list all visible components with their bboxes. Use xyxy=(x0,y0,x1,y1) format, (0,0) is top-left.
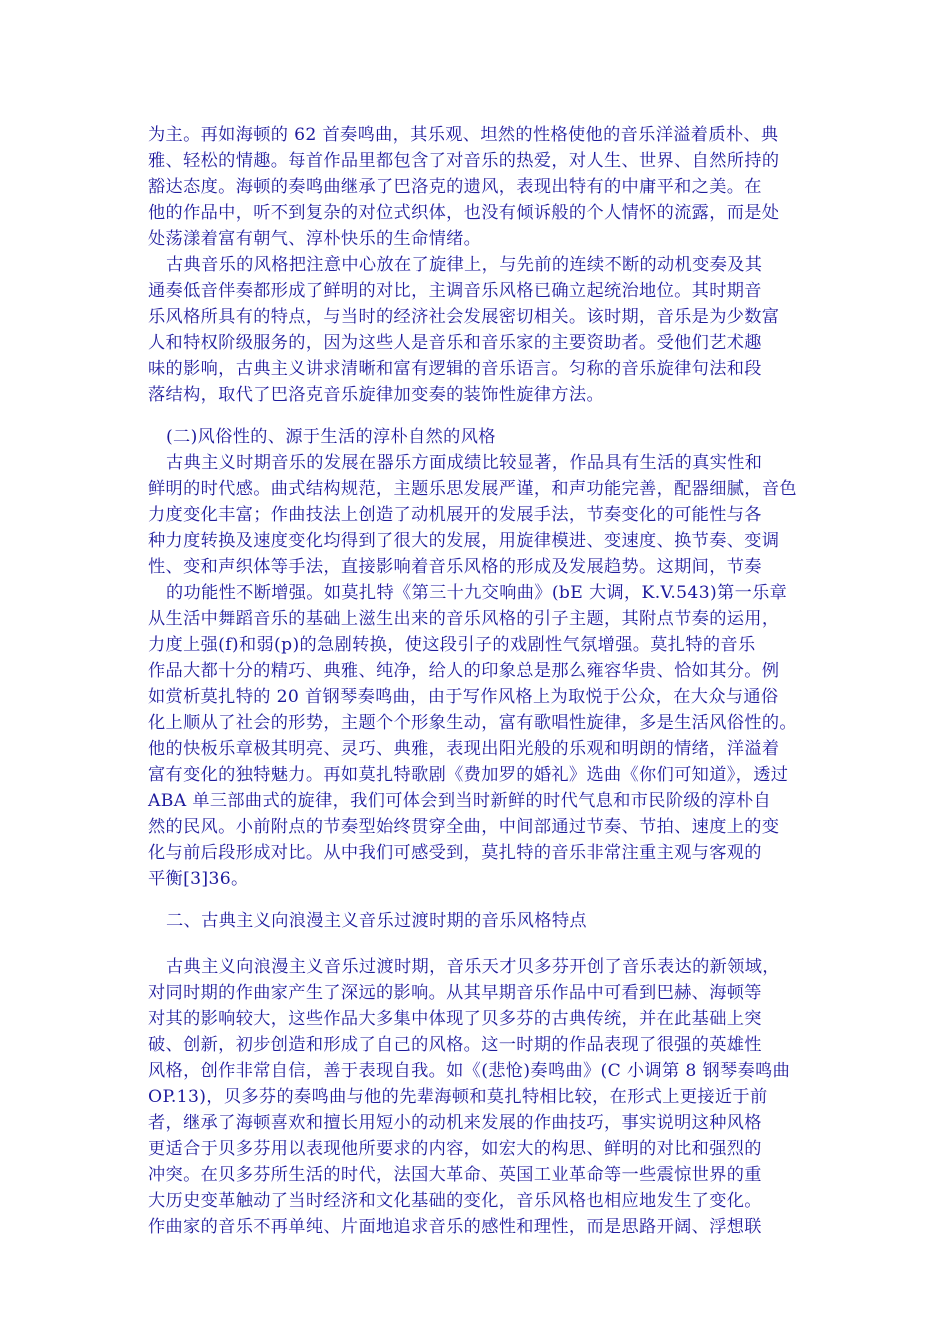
text-line: 他的快板乐章极其明亮、灵巧、典雅，表现出阳光般的乐观和明朗的情绪，洋溢着 xyxy=(148,739,780,759)
text-line: 对其的影响较大，这些作品大多集中体现了贝多芬的古典传统，并在此基础上突 xyxy=(148,1009,762,1029)
text-line: 豁达态度。海顿的奏鸣曲继承了巴洛克的遗风，表现出特有的中庸平和之美。在 xyxy=(148,177,762,197)
text-line: 对同时期的作曲家产生了深远的影响。从其早期音乐作品中可看到巴赫、海顿等 xyxy=(148,983,762,1003)
text-line: 更适合于贝多芬用以表现他所要求的内容，如宏大的构思、鲜明的对比和强烈的 xyxy=(148,1139,762,1159)
text-line: 的功能性不断增强。如莫扎特《第三十九交响曲》(bE 大调，K.V.543)第一乐章 xyxy=(166,583,788,603)
text-line: 为主。再如海顿的 62 首奏鸣曲，其乐观、坦然的性格使他的音乐洋溢着质朴、典 xyxy=(148,125,779,145)
text-line: 古典音乐的风格把注意中心放在了旋律上，与先前的连续不断的动机变奏及其 xyxy=(166,255,763,275)
text-line: 冲突。在贝多芬所生活的时代，法国大革命、英国工业革命等一些震惊世界的重 xyxy=(148,1165,762,1185)
text-line: 作品大都十分的精巧、典雅、纯净，给人的印象总是那么雍容华贵、恰如其分。例 xyxy=(148,661,780,681)
text-line: 雅、轻松的情趣。每首作品里都包含了对音乐的热爱，对人生、世界、自然所持的 xyxy=(148,151,780,171)
text-line: 古典主义时期音乐的发展在器乐方面成绩比较显著，作品具有生活的真实性和 xyxy=(166,453,763,473)
text-line: 大历史变革触动了当时经济和文化基础的变化，音乐风格也相应地发生了变化。 xyxy=(148,1191,762,1211)
text-line: 作曲家的音乐不再单纯、片面地追求音乐的感性和理性，而是思路开阔、浮想联 xyxy=(148,1217,762,1237)
chapter-heading: 二、古典主义向浪漫主义音乐过渡时期的音乐风格特点 xyxy=(166,911,587,931)
text-line: 乐风格所具有的特点，与当时的经济社会发展密切相关。该时期，音乐是为少数富 xyxy=(148,307,780,327)
text-line: 味的影响，古典主义讲求清晰和富有逻辑的音乐语言。匀称的音乐旋律句法和段 xyxy=(148,359,762,379)
text-line: 鲜明的时代感。曲式结构规范，主题乐思发展严谨，和声功能完善，配器细腻，音色 xyxy=(148,479,797,499)
text-line: 通奏低音伴奏都形成了鲜明的对比，主调音乐风格已确立起统治地位。其时期音 xyxy=(148,281,762,301)
text-line: 如赏析莫扎特的 20 首钢琴奏鸣曲，由于写作风格上为取悦于公众，在大众与通俗 xyxy=(148,687,779,707)
text-line: 种力度转换及速度变化均得到了很大的发展，用旋律模进、变速度、换节奏、变调 xyxy=(148,531,780,551)
text-line: 力度上强(f)和弱(p)的急剧转换，使这段引子的戏剧性气氛增强。莫扎特的音乐 xyxy=(148,635,756,655)
text-line: 力度变化丰富；作曲技法上创造了动机展开的发展手法，节奏变化的可能性与各 xyxy=(148,505,762,525)
text-line: 化与前后段形成对比。从中我们可感受到，莫扎特的音乐非常注重主观与客观的 xyxy=(148,843,762,863)
text-line: 从生活中舞蹈音乐的基础上滋生出来的音乐风格的引子主题，其附点节奏的运用， xyxy=(148,609,780,629)
text-line: 古典主义向浪漫主义音乐过渡时期，音乐天才贝多芬开创了音乐表达的新领域， xyxy=(166,957,780,977)
section-heading: (二)风俗性的、源于生活的淳朴自然的风格 xyxy=(166,427,496,447)
text-line: ABA 单三部曲式的旋律，我们可体会到当时新鲜的时代气息和市民阶级的淳朴自 xyxy=(148,791,772,811)
text-line: 他的作品中，听不到复杂的对位式织体，也没有倾诉般的个人情怀的流露，而是处 xyxy=(148,203,780,223)
text-line: 然的民风。小前附点的节奏型始终贯穿全曲，中间部通过节奏、节拍、速度上的变 xyxy=(148,817,780,837)
text-line: 落结构，取代了巴洛克音乐旋律加变奏的装饰性旋律方法。 xyxy=(148,385,604,405)
text-line: 平衡[3]36。 xyxy=(148,869,249,889)
text-line: OP.13)，贝多芬的奏鸣曲与他的先辈海顿和莫扎特相比较，在形式上更接近于前 xyxy=(148,1087,768,1107)
text-line: 风格，创作非常自信，善于表现自我。如《(悲怆)奏鸣曲》(C 小调第 8 钢琴奏鸣曲 xyxy=(148,1061,791,1081)
text-line: 者，继承了海顿喜欢和擅长用短小的动机来发展的作曲技巧，事实说明这种风格 xyxy=(148,1113,762,1133)
text-line: 性、变和声织体等手法，直接影响着音乐风格的形成及发展趋势。这期间，节奏 xyxy=(148,557,762,577)
text-line: 人和特权阶级服务的，因为这些人是音乐和音乐家的主要资助者。受他们艺术趣 xyxy=(148,333,762,353)
text-line: 处荡漾着富有朝气、淳朴快乐的生命情绪。 xyxy=(148,229,482,249)
text-line: 化上顺从了社会的形势，主题个个形象生动，富有歌唱性旋律，多是生活风俗性的。 xyxy=(148,713,797,733)
text-line: 破、创新，初步创造和形成了自己的风格。这一时期的作品表现了很强的英雄性 xyxy=(148,1035,762,1055)
text-line: 富有变化的独特魅力。再如莫扎特歌剧《费加罗的婚礼》选曲《你们可知道》，透过 xyxy=(148,765,789,785)
